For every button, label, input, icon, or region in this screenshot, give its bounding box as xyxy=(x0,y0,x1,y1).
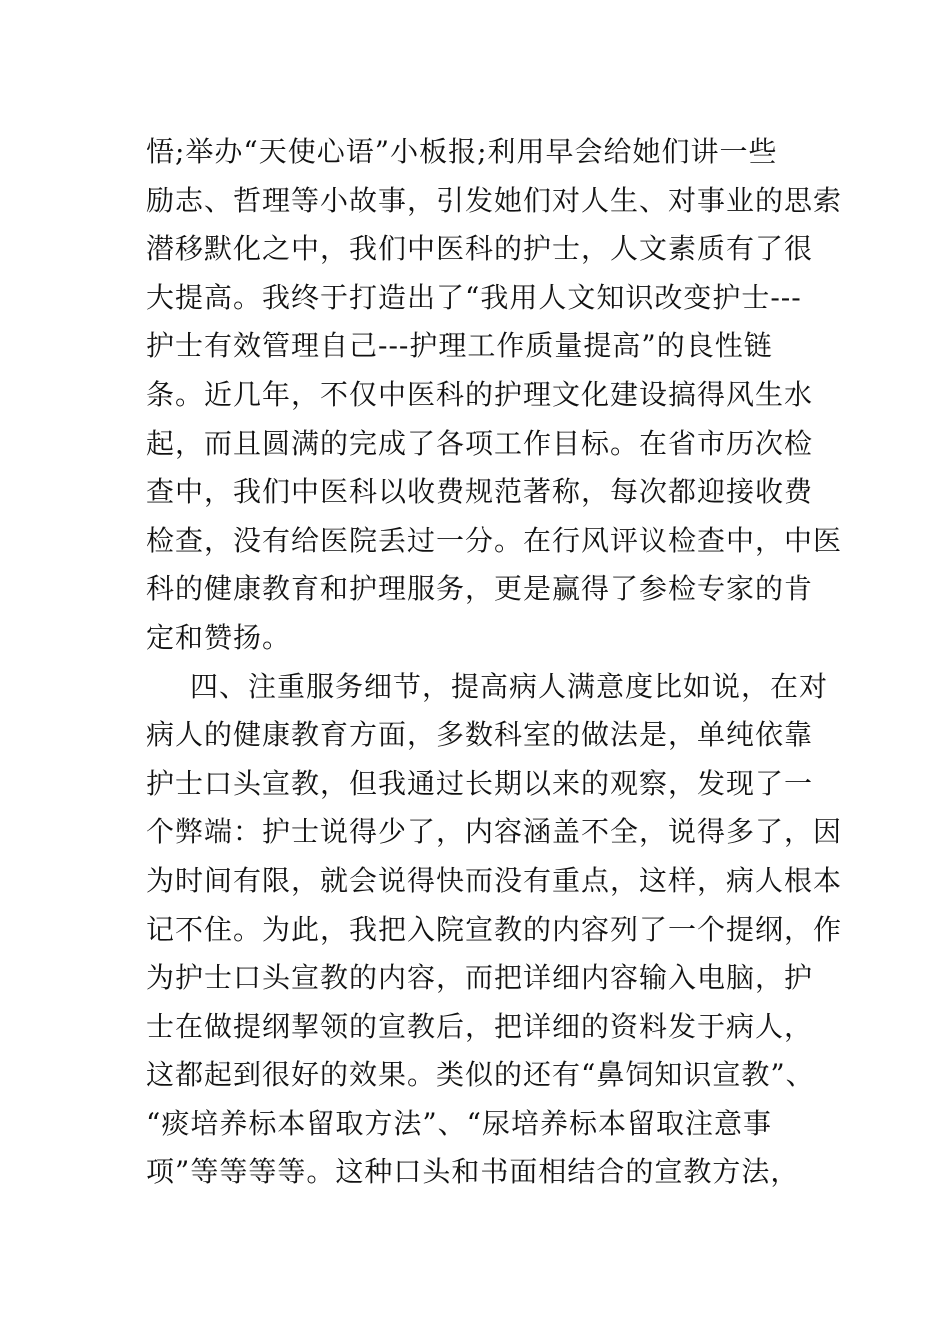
text-line: 项”等等等等。这种口头和书面相结合的宣教方法， xyxy=(146,1155,800,1189)
text-line: 这都起到很好的效果。类似的还有“鼻饲知识宣教”、 xyxy=(146,1058,815,1092)
text-line: 记不住。为此，我把入院宣教的内容列了一个提纲，作 xyxy=(146,912,843,946)
text-line: 潜移默化之中，我们中医科的护士，人文素质有了很 xyxy=(146,232,814,266)
text-line: 查中，我们中医科以收费规范著称，每次都迎接收费 xyxy=(146,475,814,509)
text-line: 护士有效管理自己---护理工作质量提高”的良性链 xyxy=(146,329,773,363)
text-line: 病人的健康教育方面，多数科室的做法是，单纯依靠 xyxy=(146,718,814,752)
text-line: 为护士口头宣教的内容，而把详细内容输入电脑，护 xyxy=(146,961,814,995)
text-line: “痰培养标本留取方法”、“尿培养标本留取注意事 xyxy=(146,1106,772,1140)
text-line: 起，而且圆满的完成了各项工作目标。在省市历次检 xyxy=(146,426,814,460)
text-line: 条。近几年，不仅中医科的护理文化建设搞得风生水 xyxy=(146,377,814,411)
text-line: 个弊端：护士说得少了，内容涵盖不全，说得多了，因 xyxy=(146,815,843,849)
text-line: 士在做提纲挈领的宣教后，把详细的资料发于病人， xyxy=(146,1009,814,1043)
text-line: 悟;举办“天使心语”小板报;利用早会给她们讲一些 xyxy=(146,135,778,168)
text-line: 定和赞扬。 xyxy=(146,620,292,654)
text-line: 为时间有限，就会说得快而没有重点，这样，病人根本 xyxy=(146,863,843,897)
text-line: 科的健康教育和护理服务，更是赢得了参检专家的肯 xyxy=(146,572,814,606)
text-line: 大提高。我终于打造出了“我用人文知识改变护士--- xyxy=(146,280,802,314)
text-line: 励志、哲理等小故事，引发她们对人生、对事业的思索 xyxy=(146,183,843,217)
text-line: 护士口头宣教，但我通过长期以来的观察，发现了一 xyxy=(146,766,814,800)
text-line: 检查，没有给医院丢过一分。在行风评议检查中，中医 xyxy=(146,523,843,557)
document-body xyxy=(146,128,843,1197)
paragraph-start-line: 四、注重服务细节，提高病人满意度比如说，在对 xyxy=(190,669,829,703)
